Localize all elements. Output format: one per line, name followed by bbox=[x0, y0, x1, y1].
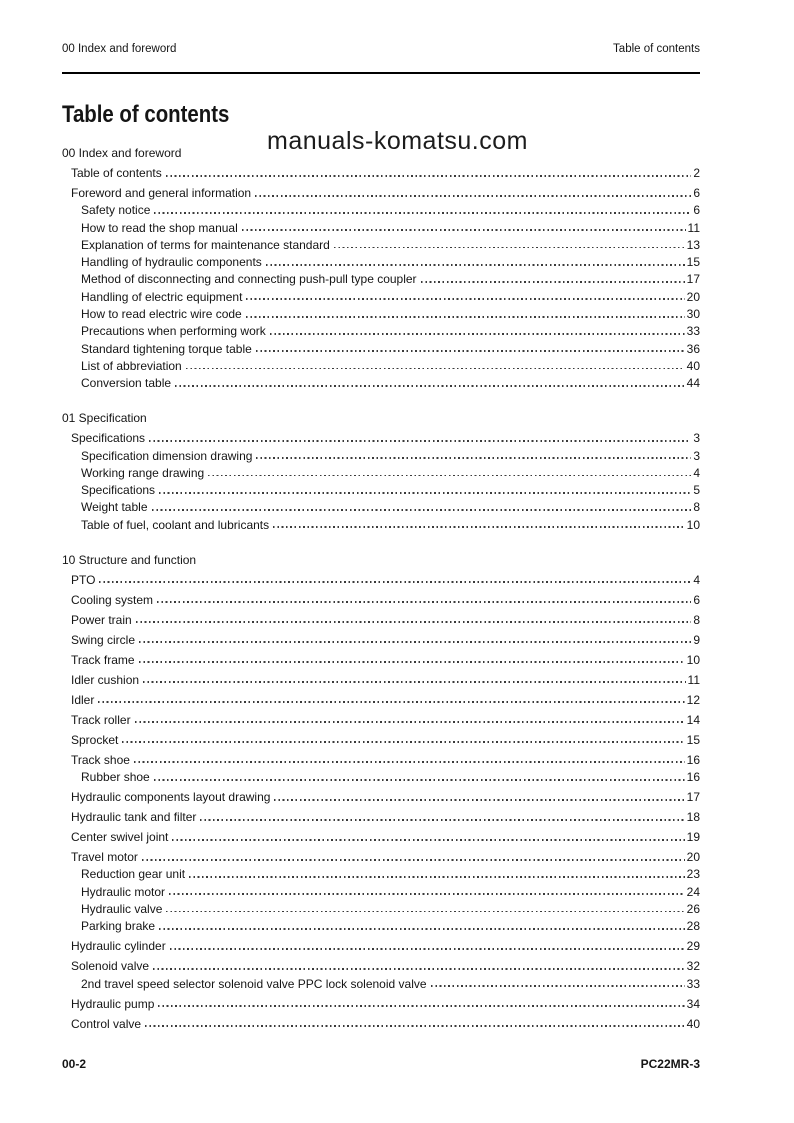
toc-entry-title: Specifications bbox=[71, 431, 146, 446]
dot-leader bbox=[169, 893, 685, 895]
toc-entry[interactable] bbox=[62, 567, 700, 587]
dot-leader bbox=[189, 876, 685, 878]
toc-section-label: 01 Specification bbox=[62, 411, 147, 426]
dot-leader bbox=[154, 212, 691, 214]
toc-entry[interactable] bbox=[62, 356, 700, 373]
toc-entry-page-number: 17 bbox=[686, 272, 700, 287]
toc-entry-page-number: 11 bbox=[687, 672, 700, 687]
toc-entry[interactable] bbox=[62, 252, 700, 269]
toc-entry-page-number: 32 bbox=[686, 959, 700, 974]
toc-entry[interactable] bbox=[62, 727, 700, 747]
toc-entry-title: Reduction gear unit bbox=[81, 867, 186, 882]
dot-leader bbox=[153, 968, 685, 970]
toc-entry[interactable] bbox=[62, 304, 700, 321]
watermark-text: manuals-komatsu.com bbox=[267, 127, 528, 155]
toc-entry-title: Hydraulic tank and filter bbox=[71, 810, 197, 825]
toc-entry-page-number: 15 bbox=[686, 732, 700, 747]
toc-entry-page-number: 6 bbox=[693, 186, 700, 200]
toc-entry[interactable] bbox=[62, 497, 700, 514]
dot-leader bbox=[431, 985, 685, 987]
toc-entry-page-number: 10 bbox=[686, 517, 700, 532]
toc-entry-page-number: 8 bbox=[693, 500, 700, 515]
toc-entry-title: Solenoid valve bbox=[71, 959, 150, 974]
toc-entry-page-number: 4 bbox=[693, 465, 700, 480]
toc-entry-page-number: 15 bbox=[686, 255, 700, 270]
toc-entry[interactable] bbox=[62, 627, 700, 647]
dot-leader bbox=[200, 819, 684, 821]
toc-entry[interactable] bbox=[62, 767, 700, 784]
toc-entry-title: Track frame bbox=[71, 652, 135, 667]
dot-leader bbox=[145, 1025, 685, 1027]
dot-leader bbox=[175, 385, 685, 387]
dot-leader bbox=[136, 621, 692, 623]
toc-entry-title: Idler cushion bbox=[71, 672, 140, 687]
toc-entry-title: Swing circle bbox=[71, 632, 136, 647]
toc-entry-page-number: 20 bbox=[686, 850, 700, 865]
dot-leader bbox=[208, 475, 691, 477]
toc-entry-title: How to read electric wire code bbox=[81, 307, 242, 322]
toc-entry-page-number: 33 bbox=[686, 324, 700, 339]
toc-entry-title: Track shoe bbox=[71, 752, 130, 767]
dot-leader bbox=[99, 581, 691, 583]
header-chapter-label: Table of contents bbox=[613, 43, 700, 55]
toc-entry-page-number: 18 bbox=[686, 810, 700, 825]
toc-entry-page-number: 40 bbox=[686, 358, 700, 373]
toc-entry-title: 2nd travel speed selector solenoid valve PPC lock solenoid valve bbox=[81, 976, 427, 991]
toc-entry-page-number: 4 bbox=[693, 572, 700, 587]
toc-entry[interactable] bbox=[62, 899, 700, 916]
toc-entry-title: How to read the shop manual bbox=[81, 220, 238, 235]
toc-section bbox=[62, 140, 700, 390]
toc-entry-page-number: 29 bbox=[686, 939, 700, 954]
toc-section-label: 00 Index and foreword bbox=[62, 146, 182, 160]
dot-leader bbox=[170, 948, 685, 950]
toc-entry-title: Table of contents bbox=[71, 166, 162, 180]
toc-entry[interactable] bbox=[62, 973, 700, 990]
toc-entry[interactable] bbox=[62, 933, 700, 953]
toc-entry-title: Hydraulic valve bbox=[81, 901, 163, 916]
toc-entry-page-number: 33 bbox=[686, 976, 700, 991]
dot-leader bbox=[166, 911, 684, 913]
toc-entry-page-number: 10 bbox=[686, 652, 700, 667]
dot-leader bbox=[149, 440, 691, 442]
dot-leader bbox=[334, 247, 685, 249]
dot-leader bbox=[142, 859, 685, 861]
toc-entry[interactable] bbox=[62, 480, 700, 497]
toc-entry-title: Hydraulic motor bbox=[81, 884, 166, 899]
toc-entry[interactable] bbox=[62, 784, 700, 804]
toc-entry-title: Conversion table bbox=[81, 376, 172, 391]
toc-entry-page-number: 26 bbox=[686, 901, 700, 916]
dot-leader bbox=[266, 264, 685, 266]
toc-entry-page-number: 19 bbox=[686, 830, 700, 845]
toc-entry-title: Explanation of terms for maintenance standard bbox=[81, 237, 330, 252]
dot-leader bbox=[122, 741, 684, 743]
toc-entry-title: Hydraulic components layout drawing bbox=[71, 790, 271, 805]
dot-leader bbox=[135, 721, 685, 723]
toc-entry[interactable] bbox=[62, 824, 700, 844]
page-header bbox=[62, 0, 700, 74]
toc-entry[interactable] bbox=[62, 235, 700, 252]
toc-entry[interactable] bbox=[62, 217, 700, 234]
toc-entry-title: Parking brake bbox=[81, 919, 156, 934]
dot-leader bbox=[246, 316, 685, 318]
toc-entry-page-number: 34 bbox=[686, 996, 700, 1011]
dot-leader bbox=[143, 681, 685, 683]
dot-leader bbox=[172, 839, 684, 841]
toc-entry-page-number: 6 bbox=[693, 203, 700, 218]
toc-entry[interactable] bbox=[62, 180, 700, 200]
toc-entry-title: List of abbreviation bbox=[81, 358, 182, 373]
toc-entry-page-number: 40 bbox=[686, 1016, 700, 1031]
dot-leader bbox=[154, 779, 685, 781]
toc-entry[interactable] bbox=[62, 1011, 700, 1031]
toc-entry-page-number: 24 bbox=[686, 884, 700, 899]
toc-entry-page-number: 30 bbox=[686, 307, 700, 322]
toc-entry-title: Track roller bbox=[71, 712, 131, 727]
dot-leader bbox=[158, 1005, 684, 1007]
toc-entry-title: Sprocket bbox=[71, 732, 119, 747]
dot-leader bbox=[270, 333, 685, 335]
toc-entry-page-number: 5 bbox=[693, 483, 700, 498]
toc-entry[interactable] bbox=[62, 991, 700, 1011]
toc-entry-title: Center swivel joint bbox=[71, 830, 169, 845]
toc-entry[interactable] bbox=[62, 514, 700, 531]
dot-leader bbox=[134, 761, 685, 763]
toc-entry[interactable] bbox=[62, 373, 700, 390]
toc-entry-page-number: 14 bbox=[686, 712, 700, 727]
dot-leader bbox=[186, 368, 685, 370]
toc-entry-title: Specification dimension drawing bbox=[81, 448, 253, 463]
dot-leader bbox=[157, 601, 691, 603]
toc-entry-page-number: 6 bbox=[693, 592, 700, 607]
dot-leader bbox=[139, 661, 685, 663]
footer-model-code: PC22MR-3 bbox=[640, 1057, 700, 1071]
toc-entry-page-number: 23 bbox=[686, 867, 700, 882]
toc-entry-page-number: 20 bbox=[686, 289, 700, 304]
toc-entry-page-number: 16 bbox=[686, 752, 700, 767]
toc-entry[interactable] bbox=[62, 286, 700, 303]
toc-section bbox=[62, 405, 700, 531]
toc-entry-page-number: 8 bbox=[693, 612, 700, 627]
toc-entry[interactable] bbox=[62, 687, 700, 707]
toc-entry-page-number: 28 bbox=[686, 919, 700, 934]
toc-entry-page-number: 17 bbox=[686, 790, 700, 805]
toc-entry-page-number: 44 bbox=[686, 376, 700, 391]
toc-section-label: 10 Structure and function bbox=[62, 552, 197, 567]
toc-entry-title: Handling of electric equipment bbox=[81, 289, 243, 304]
toc-entry-title: Table of fuel, coolant and lubricants bbox=[81, 517, 270, 532]
toc-entry-title: Foreword and general information bbox=[71, 186, 252, 200]
dot-leader bbox=[98, 701, 684, 703]
toc-entry-title: Control valve bbox=[71, 1016, 142, 1031]
toc-entry-title: Idler bbox=[71, 692, 95, 707]
toc-entry[interactable] bbox=[62, 953, 700, 973]
toc-entry-title: Hydraulic pump bbox=[71, 996, 155, 1011]
dot-leader bbox=[256, 457, 691, 459]
dot-leader bbox=[152, 509, 692, 511]
toc-entry[interactable] bbox=[62, 916, 700, 933]
toc-entry[interactable] bbox=[62, 425, 700, 445]
toc-entry-page-number: 9 bbox=[693, 632, 700, 647]
dot-leader bbox=[256, 350, 685, 352]
toc-entry-page-number: 16 bbox=[686, 770, 700, 785]
toc-entry-title: Handling of hydraulic components bbox=[81, 255, 262, 270]
toc-entry[interactable] bbox=[62, 338, 700, 355]
toc-entry-title: Rubber shoe bbox=[81, 770, 150, 785]
toc-section bbox=[62, 547, 700, 1031]
toc-entry-title: Specifications bbox=[81, 483, 156, 498]
dot-leader bbox=[421, 281, 685, 283]
toc-entry[interactable] bbox=[62, 445, 700, 462]
toc-entry-page-number: 12 bbox=[686, 692, 700, 707]
toc-entry-title: Method of disconnecting and connecting push-pull type coupler bbox=[81, 272, 417, 287]
page-footer bbox=[62, 1057, 700, 1071]
toc-entry-page-number: 36 bbox=[686, 341, 700, 356]
toc-entry-title: Standard tightening torque table bbox=[81, 341, 252, 356]
toc-entry-title: Weight table bbox=[81, 500, 148, 515]
dot-leader bbox=[242, 229, 686, 231]
toc-entry-title: Working range drawing bbox=[81, 465, 205, 480]
toc-entry-page-number: 3 bbox=[693, 431, 700, 446]
toc-entry[interactable] bbox=[62, 607, 700, 627]
toc-entry[interactable] bbox=[62, 321, 700, 338]
toc-entry-page-number: 2 bbox=[693, 166, 700, 180]
toc-entry-page-number: 3 bbox=[693, 448, 700, 463]
toc-entry[interactable] bbox=[62, 463, 700, 480]
toc-entry-title: Travel motor bbox=[71, 850, 138, 865]
toc-entry[interactable] bbox=[62, 804, 700, 824]
header-section-label: 00 Index and foreword bbox=[62, 43, 177, 55]
toc-entry-title: Precautions when performing work bbox=[81, 324, 266, 339]
dot-leader bbox=[255, 195, 691, 197]
toc-entry[interactable] bbox=[62, 647, 700, 667]
toc-entry[interactable] bbox=[62, 587, 700, 607]
toc-entry-title: Cooling system bbox=[71, 592, 154, 607]
toc-entry[interactable] bbox=[62, 200, 700, 217]
dot-leader bbox=[159, 492, 691, 494]
dot-leader bbox=[139, 641, 691, 643]
toc-entry-title: Safety notice bbox=[81, 203, 151, 218]
toc-sections bbox=[62, 140, 700, 1031]
toc-entry[interactable] bbox=[62, 160, 700, 180]
toc-entry[interactable] bbox=[62, 269, 700, 286]
toc-entry[interactable] bbox=[62, 707, 700, 727]
toc-entry[interactable] bbox=[62, 747, 700, 767]
toc-entry-page-number: 13 bbox=[686, 237, 700, 252]
dot-leader bbox=[274, 799, 684, 801]
page-title: Table of contents bbox=[62, 101, 230, 128]
toc-entry[interactable] bbox=[62, 881, 700, 898]
toc-entry-title: PTO bbox=[71, 572, 96, 587]
toc-entry-page-number: 11 bbox=[687, 220, 700, 235]
toc-entry[interactable] bbox=[62, 864, 700, 881]
dot-leader bbox=[246, 298, 684, 300]
toc-entry-title: Hydraulic cylinder bbox=[71, 939, 166, 954]
toc-entry[interactable] bbox=[62, 667, 700, 687]
toc-entry[interactable] bbox=[62, 844, 700, 864]
footer-page-number: 00-2 bbox=[62, 1057, 87, 1071]
toc-entry-title: Power train bbox=[71, 612, 132, 627]
dot-leader bbox=[273, 526, 685, 528]
dot-leader bbox=[159, 928, 685, 930]
dot-leader bbox=[166, 175, 692, 177]
